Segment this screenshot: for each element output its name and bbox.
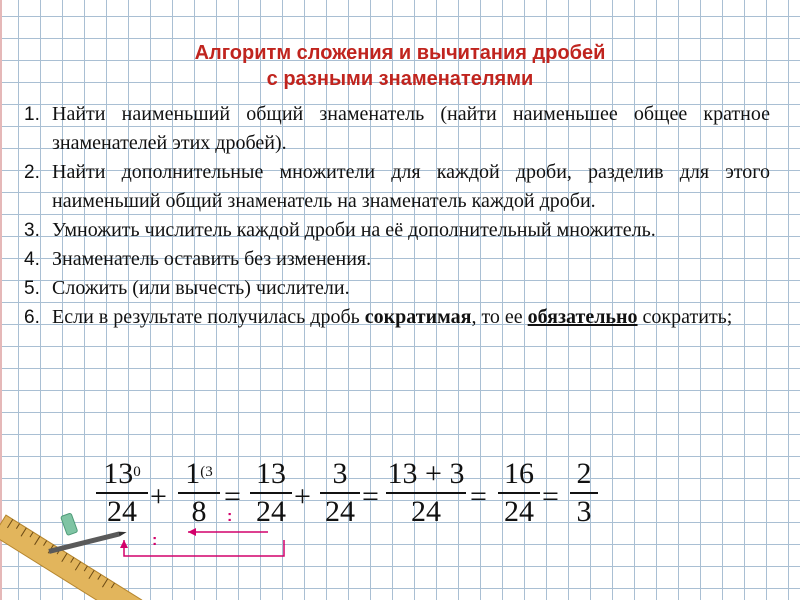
fraction-1-numerator: 13 (103, 457, 134, 490)
step-item-6 (24, 303, 770, 332)
step-number: 5. (24, 278, 40, 299)
step-6-text-part-2: , то ее (471, 306, 528, 328)
division-colon: : (152, 532, 158, 549)
equals-sign: = (362, 480, 379, 513)
fraction-2-denominator: 8 (191, 495, 207, 528)
fraction-1-multiplier: 0 (133, 464, 141, 480)
step-number: 3. (24, 220, 40, 241)
keyword-reducible: сократимая (364, 306, 472, 328)
fraction-2-multiplier: (3 (200, 464, 213, 480)
keyword-mandatory: обязательно (527, 306, 638, 328)
equals-sign: = (542, 480, 559, 513)
step-6-text-part-3: сократить; (637, 306, 733, 328)
eraser-icon (58, 512, 82, 538)
step-number: 4. (24, 249, 40, 270)
fraction-5-denominator: 24 (411, 495, 441, 528)
fraction-7-denominator: 3 (576, 495, 592, 528)
step-text: Умножить числитель каждой дроби на её дополнительный множитель. (52, 219, 656, 241)
page-title (0, 40, 800, 92)
step-item-5 (24, 274, 770, 303)
fraction-5-numerator: 13 + 3 (387, 457, 465, 490)
fraction-3-numerator: 13 (256, 457, 286, 490)
step-item-3 (24, 216, 770, 245)
step-number: 1. (24, 104, 40, 125)
step-item-2 (24, 158, 770, 216)
division-colon: : (227, 508, 233, 525)
step-text (52, 303, 770, 332)
step-item-1 (24, 100, 770, 158)
fraction-4-numerator: 3 (332, 457, 348, 490)
algorithm-steps-list (24, 100, 770, 332)
fraction-6-denominator: 24 (504, 495, 534, 528)
fraction-3-denominator: 24 (256, 495, 286, 528)
fraction-4-denominator: 24 (325, 495, 355, 528)
equals-sign: = (470, 480, 487, 513)
step-item-4 (24, 245, 770, 274)
step-number: 2. (24, 162, 40, 183)
pencil-icon (40, 528, 130, 558)
fraction-7-numerator: 2 (576, 457, 592, 490)
step-6-text-part-1: Если в результате получилась дробь (52, 306, 365, 328)
title-line-1: Алгоритм сложения и вычитания дробей (194, 42, 606, 64)
fraction-6-numerator: 16 (504, 457, 534, 490)
fraction-1-denominator: 24 (107, 495, 137, 528)
plus-sign: + (294, 480, 311, 513)
title-line-2: с разными знаменателями (266, 68, 534, 90)
equals-sign: = (224, 480, 241, 513)
step-text: Знаменатель оставить без изменения. (52, 248, 372, 270)
fraction-2-numerator: 1 (185, 457, 201, 490)
step-text: Сложить (или вычесть) числители. (52, 277, 350, 299)
plus-sign: + (150, 480, 167, 513)
step-text: Найти наименьший общий знаменатель (найти наименьшее общее кратное знаменателей этих дробей). (52, 103, 770, 154)
step-text: Найти дополнительные множители для каждой дроби, разделив для этого наименьший общий знаменатель на знаменатель каждой дроби. (52, 161, 770, 212)
step-number: 6. (24, 307, 40, 328)
